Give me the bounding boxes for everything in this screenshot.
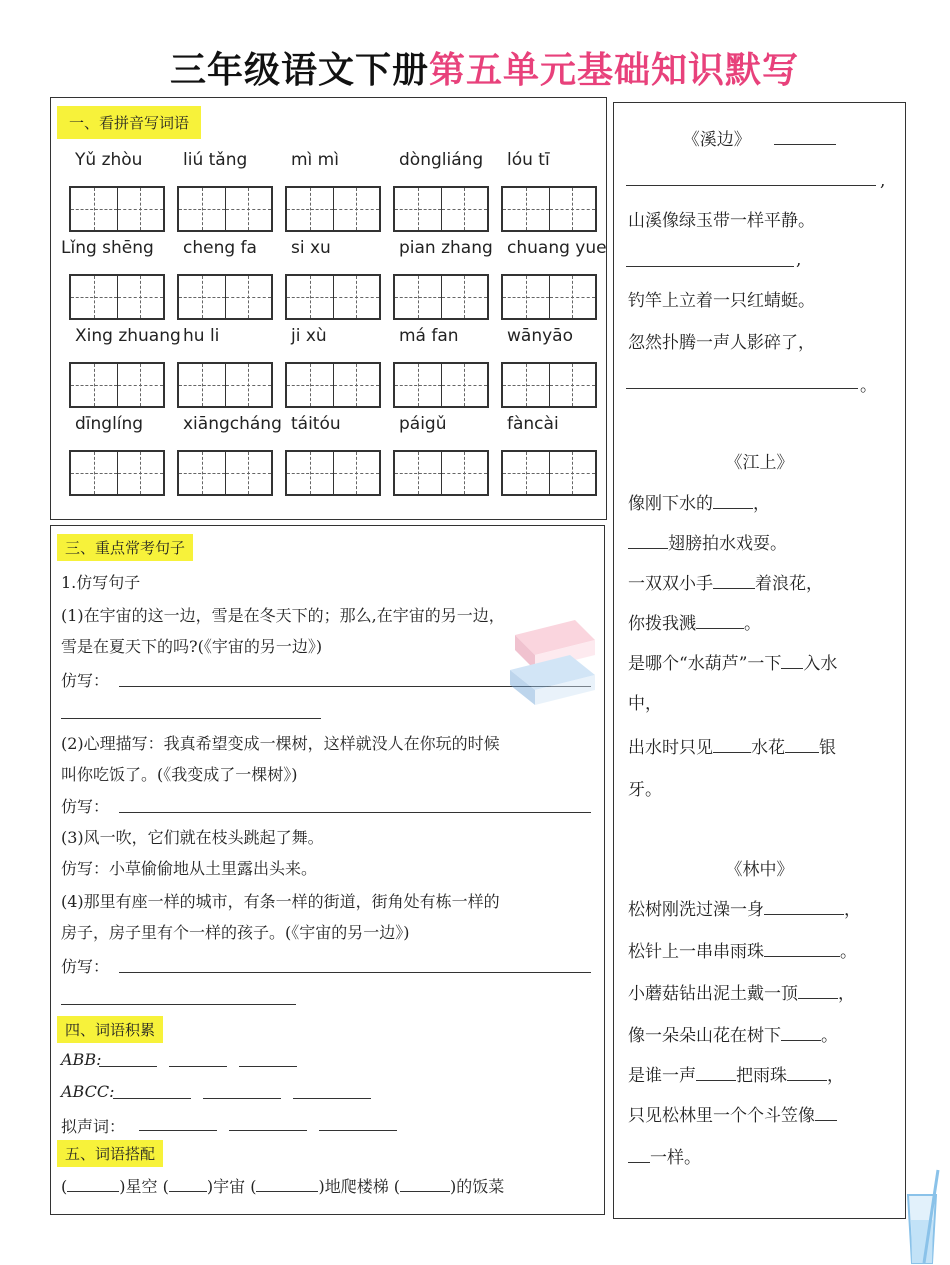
poem1-line1: 山溪像绿玉带一样平静。 bbox=[628, 211, 815, 231]
poem3-line1-text: 松树刚洗过澡一身 bbox=[628, 900, 764, 920]
grid-cell[interactable] bbox=[503, 188, 550, 230]
poem3-blank-8[interactable] bbox=[628, 1146, 650, 1163]
grid-cell[interactable] bbox=[179, 364, 226, 406]
q1-line1: (1)在宇宙的这一边，雪是在冬天下的；那么,在宇宙的另一边， bbox=[61, 606, 505, 625]
pinyin-text: cheng fa bbox=[183, 238, 257, 258]
page-title bbox=[170, 42, 799, 93]
q1-answer-line2[interactable] bbox=[61, 718, 321, 719]
abcc-blank-3[interactable] bbox=[293, 1098, 371, 1099]
grid-cell[interactable] bbox=[334, 364, 380, 406]
abb-blank-1[interactable] bbox=[99, 1066, 157, 1067]
writing-grid[interactable] bbox=[393, 274, 489, 320]
grid-cell[interactable] bbox=[442, 188, 488, 230]
writing-grid[interactable] bbox=[501, 186, 597, 232]
writing-grid[interactable] bbox=[393, 362, 489, 408]
q4-line1: (4)那里有座一样的城市，有条一样的街道，街角处有栋一样的 bbox=[61, 892, 500, 911]
poem1-blank-2[interactable] bbox=[626, 266, 794, 267]
onomato-blank-1[interactable] bbox=[139, 1130, 217, 1131]
grid-cell[interactable] bbox=[287, 452, 334, 494]
poem2-line7b: 水花 bbox=[751, 738, 785, 758]
grid-cell[interactable] bbox=[395, 188, 442, 230]
poem2-line5 bbox=[628, 649, 837, 674]
poem2-line3 bbox=[628, 569, 823, 594]
grid-cell[interactable] bbox=[287, 188, 334, 230]
poem2-line4: 你拨我溅 。 bbox=[628, 614, 761, 634]
grid-cell[interactable] bbox=[179, 276, 226, 318]
grid-cell[interactable] bbox=[179, 452, 226, 494]
writing-grid[interactable] bbox=[177, 274, 273, 320]
grid-cell[interactable] bbox=[71, 364, 118, 406]
writing-grid[interactable] bbox=[501, 450, 597, 496]
grid-cell[interactable] bbox=[118, 452, 164, 494]
poem1-comma-2: , bbox=[796, 250, 802, 270]
poem1-title-row bbox=[614, 125, 905, 150]
pinyin-text: Lǐng shēng bbox=[61, 238, 154, 258]
poem1-title: 《溪边》 bbox=[682, 130, 751, 150]
poem3-line7-text: 一样。 bbox=[650, 1148, 701, 1168]
pinyin-text: dīnglíng bbox=[75, 414, 144, 434]
poem3-blank-2[interactable] bbox=[764, 940, 840, 957]
poem3-blank-7[interactable] bbox=[815, 1104, 837, 1121]
abcc-blank-1[interactable] bbox=[113, 1098, 191, 1099]
poem1-blank-3[interactable] bbox=[626, 388, 858, 389]
poem2-line1-text: 像刚下水的 bbox=[628, 494, 713, 514]
onomato-blank-2[interactable] bbox=[229, 1130, 307, 1131]
poem3-line5a: 是谁一声 bbox=[628, 1066, 696, 1086]
poem3-line3-text: 小蘑菇钻出泥土戴一顶 bbox=[628, 984, 798, 1004]
q1-write-label: 仿写： bbox=[61, 671, 110, 690]
grid-cell[interactable] bbox=[503, 364, 550, 406]
grid-cell[interactable] bbox=[71, 452, 118, 494]
grid-cell[interactable] bbox=[226, 188, 272, 230]
grid-cell[interactable] bbox=[334, 452, 380, 494]
poem3-line6-text: 只见松林里一个个斗笠像 bbox=[628, 1106, 815, 1126]
pinyin-text: páigǔ bbox=[399, 414, 447, 434]
pinyin-text: pian zhang bbox=[399, 238, 493, 258]
abb-blank-2[interactable] bbox=[169, 1066, 227, 1067]
poem2-line2-text: 翅膀拍水戏耍。 bbox=[668, 534, 787, 554]
section5-heading: 五、词语搭配 bbox=[57, 1140, 163, 1167]
pinyin-row bbox=[71, 414, 601, 438]
grid-cell[interactable] bbox=[226, 276, 272, 318]
q2-answer-line[interactable] bbox=[119, 812, 591, 813]
poem2-line8: 牙。 bbox=[628, 780, 662, 800]
poem2-line3b: 着浪花， bbox=[755, 574, 823, 594]
grid-cell[interactable] bbox=[395, 364, 442, 406]
writing-grid[interactable] bbox=[501, 274, 597, 320]
poem1-line2: 钓竿上立着一只红蜻蜓。 bbox=[628, 291, 815, 311]
collocation-item-2: 宇宙 bbox=[213, 1177, 246, 1196]
poem3-blank-4[interactable] bbox=[781, 1024, 821, 1041]
poem3-title: 《林中》 bbox=[725, 860, 794, 880]
poem3-line4-text: 像一朵朵山花在树下 bbox=[628, 1026, 781, 1046]
collocation-item-4: 的饭菜 bbox=[456, 1177, 505, 1196]
grid-cell[interactable] bbox=[395, 452, 442, 494]
poem2-line3a: 一双双小手 bbox=[628, 574, 713, 594]
pinyin-row bbox=[71, 150, 601, 174]
q4-answer-line2[interactable] bbox=[61, 1004, 296, 1005]
pinyin-text: táitóu bbox=[291, 414, 341, 434]
writing-grid[interactable] bbox=[285, 186, 381, 232]
sub-heading: 1.仿写句子 bbox=[61, 573, 141, 592]
grid-cell[interactable] bbox=[550, 188, 596, 230]
poem1-comma-1: , bbox=[880, 171, 886, 191]
poem3-line1: 松树刚洗过澡一身 ， bbox=[628, 900, 861, 920]
grid-cell[interactable] bbox=[118, 188, 164, 230]
grid-cell[interactable] bbox=[550, 452, 596, 494]
poem3-line6 bbox=[628, 1101, 837, 1126]
abb-blank-3[interactable] bbox=[239, 1066, 297, 1067]
poem3-blank-6[interactable] bbox=[787, 1064, 827, 1081]
poem2-line1: 像刚下水的 ， bbox=[628, 494, 770, 514]
grid-cell[interactable] bbox=[503, 276, 550, 318]
writing-grid[interactable] bbox=[393, 450, 489, 496]
poem3-line2: 松针上一串串雨珠 。 bbox=[628, 942, 857, 962]
grid-cell[interactable] bbox=[287, 364, 334, 406]
grid-cell[interactable] bbox=[442, 364, 488, 406]
pinyin-text: Yǔ zhòu bbox=[75, 150, 143, 170]
onomato-label: 拟声词： bbox=[61, 1117, 126, 1136]
grid-cell[interactable] bbox=[550, 276, 596, 318]
q2-line1: (2)心理描写：我真希望变成一棵树，这样就没人在你玩的时候 bbox=[61, 734, 500, 753]
poem3-line5: 是谁一声 把雨珠 ， bbox=[628, 1066, 844, 1086]
pinyin-section bbox=[50, 97, 607, 520]
writing-grid[interactable] bbox=[69, 274, 165, 320]
grid-cell[interactable] bbox=[71, 188, 118, 230]
abcc-label: ABCC: bbox=[61, 1082, 115, 1101]
abb-label: ABB: bbox=[61, 1050, 102, 1069]
grid-cell[interactable] bbox=[118, 364, 164, 406]
q4-answer-line[interactable] bbox=[119, 972, 591, 973]
poem2-line7 bbox=[628, 733, 836, 758]
poem2-blank-3[interactable] bbox=[713, 572, 755, 589]
poem3-blank-5[interactable] bbox=[696, 1064, 736, 1081]
grid-cell[interactable] bbox=[550, 364, 596, 406]
poem2-blank-5[interactable] bbox=[781, 652, 803, 669]
poem2-line4-text: 你拨我溅 bbox=[628, 614, 696, 634]
q3-example: 仿写：小草偷偷地从土里露出头来。 bbox=[61, 859, 318, 878]
section3-heading: 三、重点常考句子 bbox=[57, 534, 193, 561]
q2-write-label: 仿写： bbox=[61, 797, 110, 816]
poem3-line5b: 把雨珠 bbox=[736, 1066, 787, 1086]
onomato-blank-3[interactable] bbox=[319, 1130, 397, 1131]
poem1-blank-1[interactable] bbox=[626, 185, 876, 186]
glass-illustration bbox=[902, 1165, 942, 1265]
pinyin-text: dòngliáng bbox=[399, 150, 484, 170]
grid-cell[interactable] bbox=[334, 276, 380, 318]
pinyin-text: ji xù bbox=[291, 326, 327, 346]
writing-grid[interactable] bbox=[69, 450, 165, 496]
poem2-line5b: 入水 bbox=[803, 654, 838, 674]
poem2-blank-1[interactable] bbox=[713, 492, 753, 509]
collocation-blank-3[interactable] bbox=[256, 1175, 318, 1192]
grid-cell[interactable] bbox=[118, 276, 164, 318]
q1-line2: 雪是在夏天下的吗?(《宇宙的另一边》) bbox=[61, 637, 323, 656]
grid-cell[interactable] bbox=[71, 276, 118, 318]
writing-grid[interactable] bbox=[393, 186, 489, 232]
q3-line: (3)风一吹，它们就在枝头跳起了舞。 bbox=[61, 828, 324, 847]
writing-grid[interactable] bbox=[69, 362, 165, 408]
pinyin-text: mì mì bbox=[291, 150, 339, 170]
writing-grid[interactable] bbox=[69, 186, 165, 232]
grid-cell[interactable] bbox=[226, 364, 272, 406]
grid-cell[interactable] bbox=[226, 452, 272, 494]
poem2-line7c: 银 bbox=[819, 738, 836, 758]
poem-section bbox=[613, 102, 906, 1219]
writing-grid-row bbox=[69, 450, 599, 500]
pinyin-row bbox=[71, 326, 601, 350]
poem3-line3: 小蘑菇钻出泥土戴一顶 ， bbox=[628, 984, 855, 1004]
poem2-line6: 中， bbox=[628, 694, 662, 714]
collocation-item-1: 星空 bbox=[125, 1177, 158, 1196]
poem2-title: 《江上》 bbox=[725, 453, 794, 473]
books-illustration bbox=[505, 615, 600, 725]
title-unit: 第五单元基础知识默写 bbox=[429, 49, 800, 91]
pinyin-text: wānyāo bbox=[507, 326, 573, 346]
poem3-line4: 像一朵朵山花在树下 。 bbox=[628, 1026, 838, 1046]
collocation-line: ( )星空 ( )宇宙 ( )地爬楼梯 ( )的饭菜 bbox=[61, 1177, 505, 1196]
pinyin-text: si xu bbox=[291, 238, 331, 258]
pinyin-row bbox=[61, 238, 607, 262]
q4-line2: 房子，房子里有个一样的孩子。(《宇宙的另一边》) bbox=[61, 923, 410, 942]
grid-cell[interactable] bbox=[395, 276, 442, 318]
poem1-line3: 忽然扑腾一声人影碎了， bbox=[628, 333, 815, 353]
writing-grid-row bbox=[69, 274, 599, 324]
poem2-line5a: 是哪个“水葫芦”一下 bbox=[628, 654, 782, 674]
poem2-blank-7[interactable] bbox=[785, 736, 819, 753]
grid-cell[interactable] bbox=[287, 276, 334, 318]
poem2-blank-4[interactable] bbox=[696, 612, 744, 629]
poem2-line2 bbox=[628, 529, 787, 554]
poem3-blank-1[interactable] bbox=[764, 898, 844, 915]
section1-heading: 一、看拼音写词语 bbox=[57, 106, 201, 139]
grid-cell[interactable] bbox=[179, 188, 226, 230]
collocation-blank-1[interactable] bbox=[67, 1175, 119, 1192]
poem3-blank-3[interactable] bbox=[798, 982, 838, 999]
pinyin-text: hu li bbox=[183, 326, 220, 346]
pinyin-text: lóu tī bbox=[507, 150, 550, 170]
abcc-blank-2[interactable] bbox=[203, 1098, 281, 1099]
poem3-line2-text: 松针上一串串雨珠 bbox=[628, 942, 764, 962]
title-grade: 三年级语文下册 bbox=[170, 49, 430, 91]
writing-grid[interactable] bbox=[177, 186, 273, 232]
writing-grid[interactable] bbox=[501, 362, 597, 408]
grid-cell[interactable] bbox=[442, 276, 488, 318]
poem3-line7 bbox=[628, 1143, 701, 1168]
section4-heading: 四、词语积累 bbox=[57, 1016, 163, 1043]
collocation-blank-4[interactable] bbox=[400, 1175, 450, 1192]
poem2-blank-6[interactable] bbox=[713, 736, 751, 753]
q2-line2: 叫你吃饭了。(《我变成了一棵树》) bbox=[61, 765, 298, 784]
writing-grid[interactable] bbox=[285, 450, 381, 496]
poem1-period: 。 bbox=[860, 376, 877, 396]
writing-grid-row bbox=[69, 186, 599, 236]
writing-grid[interactable] bbox=[285, 274, 381, 320]
poem2-blank-2[interactable] bbox=[628, 532, 668, 549]
pinyin-text: Xing zhuang bbox=[75, 326, 181, 346]
grid-cell[interactable] bbox=[442, 452, 488, 494]
grid-cell[interactable] bbox=[503, 452, 550, 494]
collocation-item-3: 地爬楼梯 bbox=[324, 1177, 389, 1196]
collocation-blank-2[interactable] bbox=[169, 1175, 207, 1192]
writing-grid[interactable] bbox=[285, 362, 381, 408]
pinyin-text: fàncài bbox=[507, 414, 559, 434]
poem1-title-blank[interactable] bbox=[774, 128, 836, 145]
writing-grid-row bbox=[69, 362, 599, 412]
pinyin-text: má fan bbox=[399, 326, 459, 346]
pinyin-text: xiāngcháng bbox=[183, 414, 282, 434]
writing-grid[interactable] bbox=[177, 450, 273, 496]
writing-grid[interactable] bbox=[177, 362, 273, 408]
pinyin-text: chuang yue bbox=[507, 238, 607, 258]
poem2-line7a: 出水时只见 bbox=[628, 738, 713, 758]
grid-cell[interactable] bbox=[334, 188, 380, 230]
pinyin-text: liú tǎng bbox=[183, 150, 248, 170]
q4-write-label: 仿写： bbox=[61, 957, 110, 976]
